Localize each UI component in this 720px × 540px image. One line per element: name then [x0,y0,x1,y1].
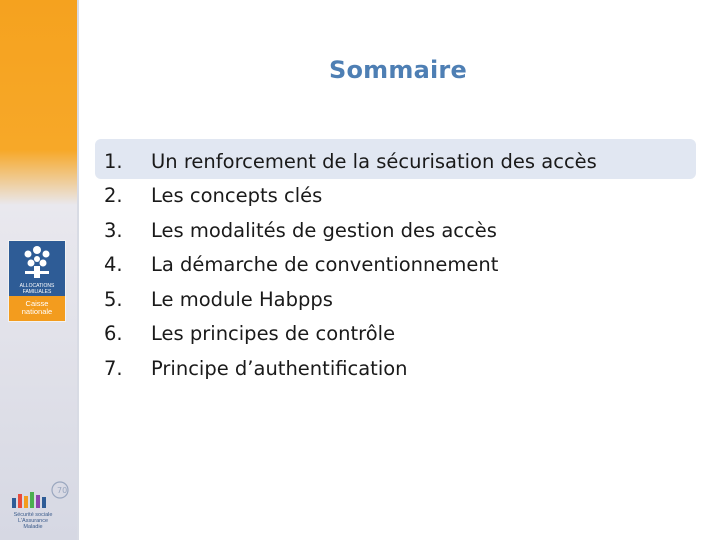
agenda-item-number: 7. [104,356,123,380]
slide-title: Sommaire [329,56,467,84]
agenda-item-number: 5. [104,287,123,311]
caf-family-icon [9,241,65,283]
agenda-item-text: Le module Habpps [151,287,333,311]
agenda-item-text: Les concepts clés [151,184,323,208]
agenda-item-text: Les principes de contrôle [151,322,396,346]
agenda-item-5 [100,282,597,317]
securite-sociale-logo [8,476,72,528]
securite-sociale-label: Sécurité sociale L'Assurance Maladie [13,512,53,530]
agenda-item-number: 1. [104,149,123,173]
caf-logo-subtitle: Caisse nationale [9,296,65,321]
agenda-item-7 [100,351,597,386]
securite-sociale-icon [8,476,72,512]
agenda-item-text: Les modalités de gestion des accès [151,218,497,242]
sidebar-divider [77,0,79,540]
agenda-item-text: Principe d’authentification [151,356,408,380]
agenda-item-number: 2. [104,184,123,208]
agenda-item-text: Un renforcement de la sécurisation des accès [151,149,597,173]
agenda-item-4 [100,248,597,283]
agenda-item-6 [100,317,597,352]
agenda-list [100,144,597,386]
agenda-item-2 [100,179,597,214]
agenda-item-number: 3. [104,218,123,242]
caf-logo-label: ALLOCATIONS FAMILIALES [19,283,55,295]
agenda-item-3 [100,213,597,248]
agenda-item-1 [100,144,597,179]
left-sidebar [0,0,77,540]
svg-text:70: 70 [57,486,68,495]
agenda-item-number: 6. [104,322,123,346]
agenda-item-number: 4. [104,253,123,277]
caf-logo [8,240,66,322]
agenda-item-text: La démarche de conventionnement [151,253,499,277]
